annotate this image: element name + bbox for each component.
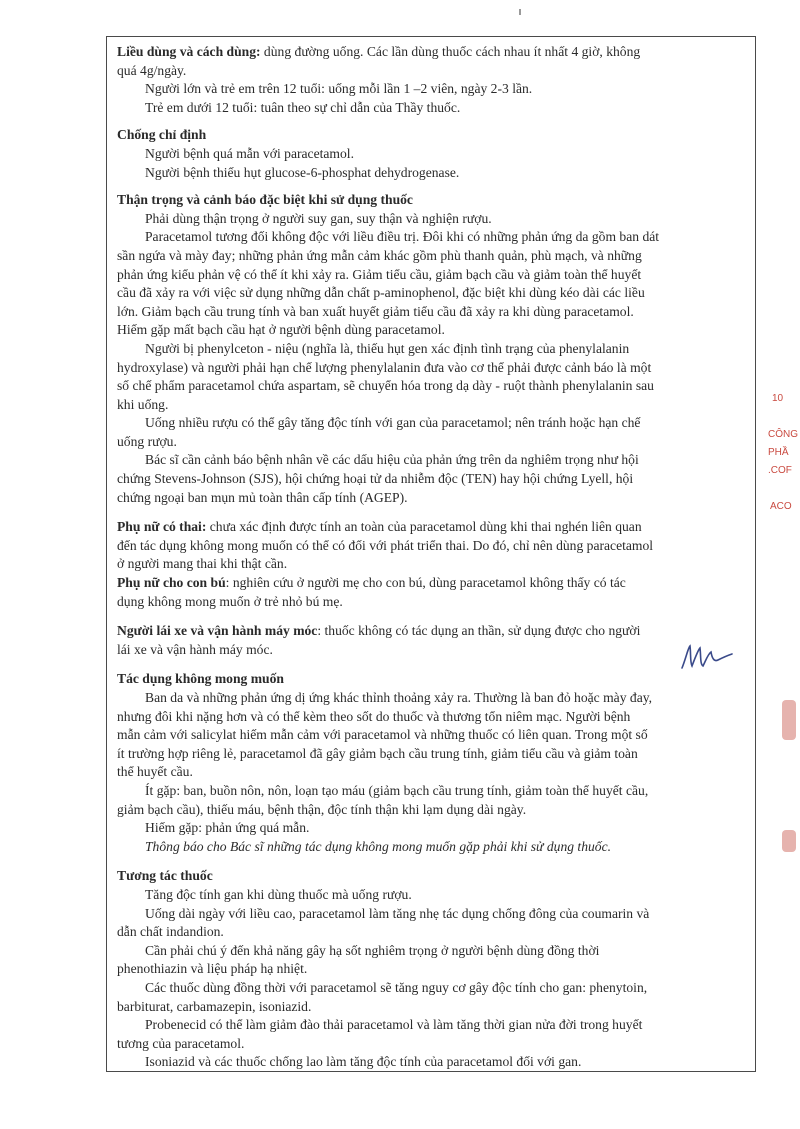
pregnancy-lead: Phụ nữ có thai: chưa xác định được tính an toàn của paracetamol dùng khi thai nghén liên quan — [117, 519, 642, 535]
caution-line: Paracetamol tương đối không độc với liều điều trị. Đôi khi có những phản ứng da gồm ban dát — [145, 229, 660, 245]
contra-item: Người bệnh thiếu hụt glucose-6-phosphat dehydrogenase. — [145, 164, 460, 180]
adverse-line: Hiếm gặp: phản ứng quá mẫn. — [145, 820, 310, 836]
stamp — [758, 378, 800, 518]
stamp-text: .COF — [768, 465, 792, 476]
section-dosage — [117, 43, 747, 117]
pregnancy-line: đến tác dụng không mong muốn có thể có đối với phát triển thai. Do đó, chỉ nên dùng paracetamol — [117, 537, 654, 553]
signature-icon — [678, 640, 738, 674]
caution-line: chứng ngoại ban mụn mủ toàn thân cấp tính (AGEP). — [117, 489, 408, 505]
interaction-line: phenothiazin và liệu pháp hạ nhiệt. — [117, 961, 308, 977]
caution-line: Phải dùng thận trọng ở người suy gan, suy thận và nghiện rượu. — [145, 210, 492, 226]
caution-line: Người bị phenylceton - niệu (nghĩa là, thiếu hụt gen xác định tình trạng của phenylalanin — [145, 340, 630, 356]
caution-line: Hiếm gặp mất bạch cầu hạt ở người bệnh dùng paracetamol. — [117, 322, 445, 338]
interaction-line: Các thuốc dùng đồng thời với paracetamol sẽ tăng nguy cơ gây độc tính cho gan: phenytoin, — [145, 979, 648, 995]
section-driving — [117, 622, 747, 659]
interaction-line: Isoniazid và các thuốc chống lao làm tăng độc tính của paracetamol đối với gan. — [145, 1054, 582, 1070]
adverse-line: giảm bạch cầu), thiếu máu, bệnh thận, độc tính thận khi lạm dụng dài ngày. — [117, 801, 527, 817]
section-pregnancy — [117, 518, 747, 574]
caution-line: cầu đã xảy ra với việc sử dụng những dẫn chất p-aminophenol, đặc biệt khi dùng kéo dài các liều — [117, 285, 645, 301]
caution-line: uống rượu. — [117, 433, 177, 449]
adverse-line: thể huyết cầu. — [117, 764, 193, 780]
dosage-heading: Liều dùng và cách dùng: — [117, 44, 261, 59]
interaction-line: Tăng độc tính gan khi dùng thuốc mà uống rượu. — [145, 886, 412, 902]
driving-heading: Người lái xe và vận hành máy móc — [117, 623, 318, 639]
adverse-notice: Thông báo cho Bác sĩ những tác dụng không mong muốn gặp phải khi sử dụng thuốc. — [145, 838, 612, 854]
dosage-child: Trẻ em dưới 12 tuổi: tuân theo sự chỉ dẫn của Thầy thuốc. — [145, 99, 461, 115]
caution-line: hydroxylase) và người phải hạn chế lượng phenylalanin đưa vào cơ thể phải được cảnh báo là một — [117, 359, 652, 375]
lactation-lead: Phụ nữ cho con bú: nghiên cứu ở người mẹ cho con bú, dùng paracetamol không thấy có tác — [117, 575, 626, 591]
interaction-line: tương của paracetamol. — [117, 1035, 245, 1051]
caution-line: khi uống. — [117, 396, 169, 412]
caution-line: Bác sĩ cần cảnh báo bệnh nhân về các dấu hiệu của phản ứng trên da nghiêm trọng như hội — [145, 452, 639, 468]
edge-mark — [782, 700, 796, 740]
interaction-heading: Tương tác thuốc — [117, 868, 213, 884]
edge-mark — [782, 830, 796, 852]
adverse-heading: Tác dụng không mong muốn — [117, 671, 284, 687]
adverse-line: Ít gặp: ban, buồn nôn, nôn, loạn tạo máu (giảm bạch cầu trung tính, giảm toàn thể huyết cầu, — [145, 782, 649, 798]
section-adverse-effects — [117, 670, 747, 856]
stamp-text: CÔNG — [768, 429, 798, 440]
pregnancy-line: ở người mang thai khi thật cần. — [117, 556, 288, 572]
caution-line: phản ứng kiểu phản vệ có thể ít khi xảy ra. Giảm tiểu cầu, giảm bạch cầu và giảm toàn thể huyết — [117, 266, 642, 282]
section-lactation — [117, 574, 747, 611]
dosage-lead: Liều dùng và cách dùng: dùng đường uống. Các lần dùng thuốc cách nhau ít nhất 4 giờ, không — [117, 44, 641, 59]
contra-heading: Chống chỉ định — [117, 127, 207, 143]
section-contraindications — [117, 126, 747, 182]
lactation-line: dụng không mong muốn ở trẻ nhỏ bú mẹ. — [117, 593, 343, 609]
scan-mark — [519, 9, 521, 15]
driving-line: lái xe và vận hành máy móc. — [117, 641, 273, 657]
caution-heading: Thận trọng và cảnh báo đặc biệt khi sử dụng thuốc — [117, 192, 413, 208]
dosage-adult: Người lớn và trẻ em trên 12 tuổi: uống mỗi lần 1 –2 viên, ngày 2-3 lần. — [145, 81, 533, 97]
adverse-line: Ban da và những phản ứng dị ứng khác thỉnh thoảng xảy ra. Thường là ban đỏ hoặc mày đay, — [145, 690, 653, 705]
interaction-line: Cần phải chú ý đến khả năng gây hạ sốt nghiêm trọng ở người bệnh dùng đồng thời — [145, 942, 600, 958]
caution-line: sần ngứa và mày đay; những phản ứng mẫn cảm khác gồm phù thanh quản, phù mạch, và những — [117, 247, 642, 263]
adverse-line: mẫn cảm với salicylat hiếm mẫn cảm với paracetamol và những thuốc có liên quan. Trong một số — [117, 727, 648, 743]
leaflet-page — [106, 36, 756, 1072]
dosage-lead-cont: quá 4g/ngày. — [117, 62, 187, 78]
adverse-line: nhưng đôi khi nặng hơn và có thể kèm theo sốt do thuốc và thương tổn niêm mạc. Người bệnh — [117, 708, 631, 724]
stamp-text: PHẦ — [768, 447, 789, 458]
lactation-heading: Phụ nữ cho con bú — [117, 575, 226, 591]
interaction-line: Uống dài ngày với liều cao, paracetamol làm tăng nhẹ tác dụng chống đông của coumarin và — [145, 905, 650, 921]
caution-line: Uống nhiều rượu có thể gây tăng độc tính với gan của paracetamol; nên tránh hoặc hạn chế — [145, 415, 641, 431]
interaction-line: dẫn chất indandion. — [117, 924, 224, 940]
caution-line: chứng Stevens-Johnson (SJS), hội chứng hoại tử da nhiễm độc (TEN) hay hội chứng Lyell, hội — [117, 471, 634, 487]
caution-line: số chế phẩm paracetamol chứa aspartam, sẽ chuyển hóa trong dạ dày - ruột thành phenylalanin sau — [117, 378, 654, 394]
driving-lead: Người lái xe và vận hành máy móc: thuốc không có tác dụng an thần, sử dụng được cho người — [117, 623, 641, 639]
stamp-text: 10 — [772, 393, 784, 404]
pregnancy-heading: Phụ nữ có thai: — [117, 519, 207, 535]
interaction-line: barbiturat, carbamazepin, isoniazid. — [117, 998, 312, 1014]
section-caution — [117, 191, 747, 507]
adverse-line: ít trường hợp riêng lẻ, paracetamol đã gây giảm bạch cầu trung tính, giảm tiểu cầu và giảm toàn — [117, 745, 638, 761]
contra-item: Người bệnh quá mẫn với paracetamol. — [145, 145, 354, 161]
caution-line: lớn. Giảm bạch cầu trung tính và ban xuất huyết giảm tiểu cầu đã xảy ra khi dùng paracetamol. — [117, 303, 634, 319]
interaction-line: Probenecid có thể làm giảm đào thải paracetamol và làm tăng thời gian nửa đời trong huyết — [145, 1017, 643, 1033]
section-interactions — [117, 867, 747, 1072]
stamp-text: ACO — [770, 501, 792, 512]
